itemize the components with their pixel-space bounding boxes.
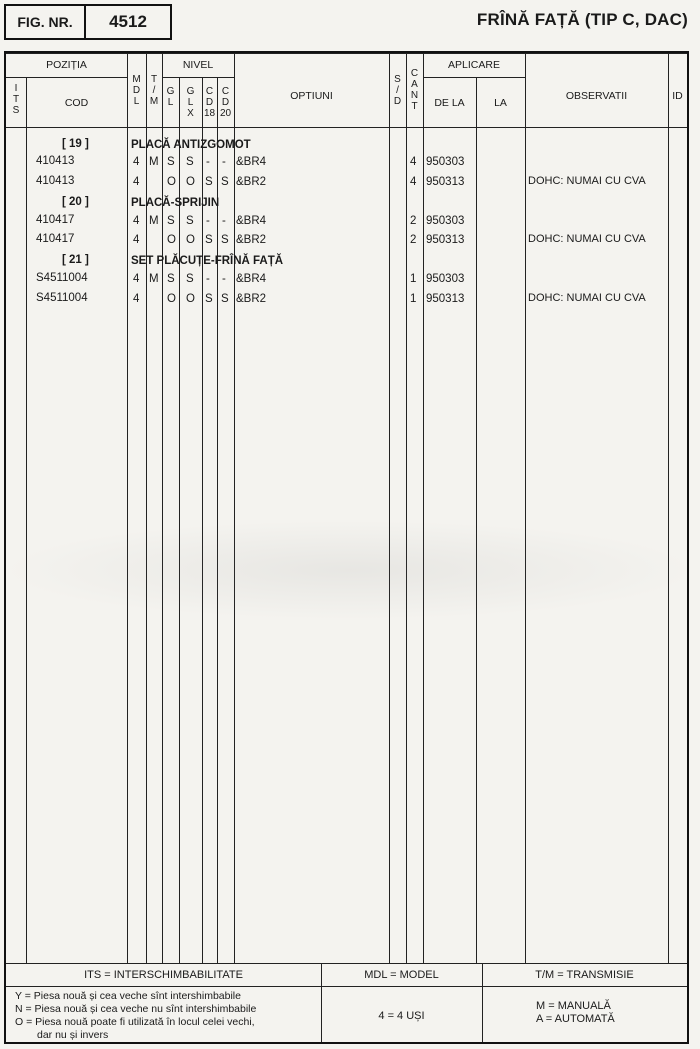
- part-quantity: 1: [410, 273, 417, 285]
- figure-label: FIG. NR.: [6, 6, 86, 38]
- header-mdl: M D L: [132, 74, 141, 107]
- part-from-date: 950303: [426, 156, 465, 168]
- part-quantity: 1: [410, 293, 417, 305]
- legend-its-y: Y = Piesa nouă și cea veche sînt intershimbabile: [15, 990, 241, 1002]
- part-cd18: S: [205, 234, 213, 246]
- part-tm: M: [149, 156, 159, 168]
- header-cant: C A N T: [410, 68, 419, 112]
- legend-its-title: ITS = INTERSCHIMBABILITATE: [84, 969, 243, 981]
- part-code: S4511004: [36, 272, 88, 284]
- header-pozitia: POZIȚIA: [46, 59, 87, 71]
- header-optiuni: OPTIUNI: [290, 90, 333, 102]
- header-sd: S / D: [393, 74, 402, 107]
- part-glx: O: [186, 176, 195, 188]
- part-observation: DOHC: NUMAI CU CVA: [528, 292, 646, 304]
- legend-mdl-value: 4 = 4 UȘI: [378, 1010, 425, 1022]
- legend-title-line: [6, 986, 687, 987]
- group-name: SET PLĂCUȚE-FRÎNĂ FAȚĂ: [131, 255, 284, 267]
- figure-number: 4512: [109, 12, 147, 31]
- legend-its-o-cont: dar nu și invers: [37, 1029, 109, 1041]
- header-cd20: C D 20: [219, 86, 232, 119]
- part-code: 410417: [36, 233, 75, 245]
- part-cd18: -: [206, 273, 210, 285]
- part-cd20: S: [221, 176, 229, 188]
- part-cd20: -: [222, 215, 226, 227]
- part-gl: S: [167, 156, 175, 168]
- part-from-date: 950313: [426, 293, 465, 305]
- part-code: 410417: [36, 214, 75, 226]
- part-option: &BR2: [236, 176, 267, 188]
- part-cd18: S: [205, 176, 213, 188]
- legend-its-n: N = Piesa nouă și cea veche nu sînt intershimbabile: [15, 1003, 257, 1015]
- part-from-date: 950303: [426, 215, 465, 227]
- header-bottom-line: [6, 127, 687, 128]
- header-tm: T / M: [149, 74, 159, 107]
- part-from-date: 950313: [426, 234, 465, 246]
- part-option: &BR2: [236, 234, 267, 246]
- scan-smudge: [0, 520, 700, 620]
- part-cd18: S: [205, 293, 213, 305]
- header-gl: G L: [166, 86, 175, 108]
- part-quantity: 4: [410, 176, 417, 188]
- part-cd20: -: [222, 273, 226, 285]
- part-code: S4511004: [36, 292, 88, 304]
- part-glx: S: [186, 215, 194, 227]
- part-cd18: -: [206, 215, 210, 227]
- group-position: [ 19 ]: [62, 138, 89, 150]
- part-gl: O: [167, 234, 176, 246]
- part-from-date: 950303: [426, 273, 465, 285]
- part-observation: DOHC: NUMAI CU CVA: [528, 233, 646, 245]
- legend-mdl-title: MDL = MODEL: [364, 969, 439, 981]
- part-cd20: -: [222, 156, 226, 168]
- part-mdl: 4: [133, 176, 140, 188]
- figure-number-box: [4, 4, 172, 40]
- part-mdl: 4: [133, 156, 140, 168]
- part-glx: S: [186, 156, 194, 168]
- pozitia-underline: [6, 77, 127, 78]
- part-cd20: S: [221, 293, 229, 305]
- part-gl: O: [167, 293, 176, 305]
- part-from-date: 950313: [426, 176, 465, 188]
- header-glx: G L X: [186, 86, 195, 119]
- part-code: 410413: [36, 155, 75, 167]
- part-quantity: 2: [410, 234, 417, 246]
- part-mdl: 4: [133, 215, 140, 227]
- header-aplicare: APLICARE: [448, 59, 500, 71]
- header-nivel: NIVEL: [182, 59, 214, 71]
- header-de-la: DE LA: [434, 97, 465, 109]
- header-la: LA: [494, 97, 507, 109]
- page-title: FRÎNĂ FAȚĂ (TIP C, DAC): [476, 10, 688, 29]
- header-observatii: OBSERVATII: [565, 90, 628, 102]
- part-glx: O: [186, 293, 195, 305]
- part-mdl: 4: [133, 234, 140, 246]
- header-cd18: C D 18: [203, 86, 216, 119]
- legend-tm-title: T/M = TRANSMISIE: [535, 969, 634, 981]
- part-gl: S: [167, 273, 175, 285]
- table-bottom-line: [6, 963, 687, 964]
- group-position: [ 21 ]: [62, 254, 89, 266]
- part-tm: M: [149, 215, 159, 227]
- nivel-underline: [162, 77, 234, 78]
- part-glx: S: [186, 273, 194, 285]
- part-option: &BR4: [236, 273, 267, 285]
- group-name: PLACĂ ANTIZGOMOT: [131, 139, 251, 151]
- group-name: PLACĂ-SPRIJIN: [131, 197, 220, 209]
- part-cd20: S: [221, 234, 229, 246]
- header-cod: COD: [64, 97, 89, 109]
- part-option: &BR4: [236, 215, 267, 227]
- part-quantity: 4: [410, 156, 417, 168]
- part-code: 410413: [36, 175, 75, 187]
- legend-tm-manual: M = MANUALĂ: [536, 1000, 611, 1012]
- part-cd18: -: [206, 156, 210, 168]
- part-glx: O: [186, 234, 195, 246]
- legend-tm-auto: A = AUTOMATĂ: [536, 1013, 615, 1025]
- part-option: &BR4: [236, 156, 267, 168]
- aplicare-underline: [423, 77, 525, 78]
- part-mdl: 4: [133, 293, 140, 305]
- part-tm: M: [149, 273, 159, 285]
- part-option: &BR2: [236, 293, 267, 305]
- header-id: ID: [672, 90, 683, 102]
- part-gl: O: [167, 176, 176, 188]
- header-its: I T S: [12, 83, 20, 116]
- group-position: [ 20 ]: [62, 196, 89, 208]
- part-gl: S: [167, 215, 175, 227]
- part-observation: DOHC: NUMAI CU CVA: [528, 175, 646, 187]
- legend-its-o: O = Piesa nouă poate fi utilizată în locul celei vechi,: [15, 1016, 255, 1028]
- part-quantity: 2: [410, 215, 417, 227]
- part-mdl: 4: [133, 273, 140, 285]
